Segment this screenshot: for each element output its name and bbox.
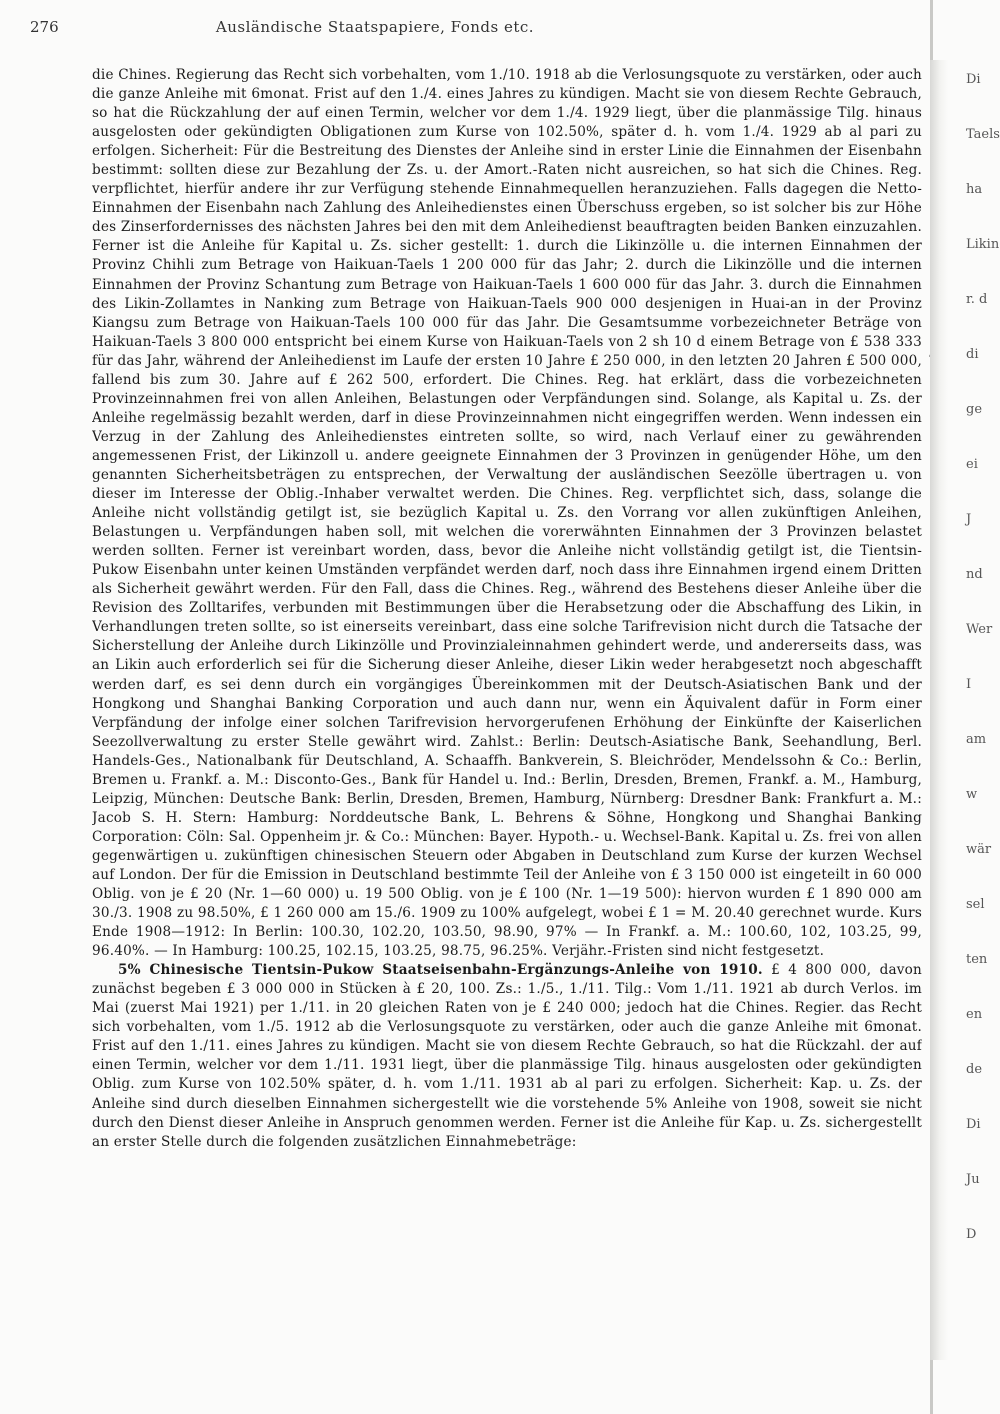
facing-page-edge <box>930 60 1000 1360</box>
facing-page-fragment: Wer <box>966 622 993 637</box>
facing-page-fragment: I <box>966 677 972 692</box>
section-paragraph <box>92 961 922 1151</box>
facing-page-fragment: D <box>966 1227 977 1242</box>
page-header <box>30 18 730 44</box>
facing-page-fragment: w <box>966 787 978 802</box>
facing-page-fragment: am <box>966 732 987 747</box>
page-number: 276 <box>30 18 59 36</box>
body-paragraph-2: £ 4 800 000, davon zunächst begeben £ 3 000 000 in Stücken à £ 20, 100. Zs.: 1./5., 1./11. Tilg.: Vom 1./11. 1921 ab durch Verlos. im Mai (zuerst Mai 1921) per 1./11. in 20 gleichen Raten von je £ 240 000; jedoch hat die Chines. Regier. das Recht sich vorbehalten, vom 1./5. 1912 ab die Verlosungsquote zu verstärken, oder auch die ganze Anleihe mit 6monat. Frist auf den 1./11. eines Jahres zu kündigen. Macht sie von diesem Rechte Gebrauch, so hat die Rückzahl. der auf einen Termin, welcher vor dem 1./11. 1931 liegt, über die planmässige Tilg. hinaus ausgelosten oder gekündigten Oblig. zum Kurse von 102.50% später, d. h. vom 1./11. 1931 ab al pari zu erfolgen. Sicherheit: Kap. u. Zs. der Anleihe sind durch dieselben Einnahmen sichergestellt wie die vorstehende 5% Anleihe von 1908, soweit sie nicht durch den Dienst dieser Anleihe in Anspruch genommen werden. Ferner ist die Anleihe für Kap. u. Zs. sichergestellt an erster Stelle durch die folgenden zusätzlichen Einnahmebeträge: <box>92 962 922 1150</box>
facing-page-fragment: r. d <box>966 292 988 307</box>
facing-page-fragment: ha <box>966 182 983 197</box>
facing-page-fragment: ei <box>966 457 978 472</box>
facing-page-fragment: Ju <box>966 1172 980 1187</box>
facing-page-fragment: J <box>966 512 972 527</box>
facing-page-fragment: wär <box>966 842 992 857</box>
facing-page-fragment: Taels <box>966 127 1000 142</box>
facing-page-fragment: en <box>966 1007 983 1022</box>
facing-page-fragment: Likin <box>966 237 1000 252</box>
facing-page-fragment: Di <box>966 1117 981 1132</box>
facing-page-fragment: nd <box>966 567 983 582</box>
facing-page-fragment: di <box>966 347 979 362</box>
facing-page-fragment: de <box>966 1062 983 1077</box>
facing-page-fragment: sel <box>966 897 985 912</box>
facing-page-fragment: ge <box>966 402 983 417</box>
section-title: 5% Chinesische Tientsin-Pukow Staatseisenbahn-Ergänzungs-Anleihe von 1910. <box>118 962 763 979</box>
facing-page-fragment: ten <box>966 952 988 967</box>
text-column <box>92 66 922 1402</box>
body-paragraph-1: die Chines. Regierung das Recht sich vorbehalten, vom 1./10. 1918 ab die Verlosungsquote zu verstärken, oder auch die ganze Anleihe mit 6monat. Frist auf den 1./4. eines Jahres zu kündigen. Macht sie von diesem Rechte Gebrauch, so hat die Rückzahlung der auf einen Termin, welcher vor dem 1./4. 1929 liegt, über die planmässige Tilg. hinaus ausgelosten oder gekündigten Obligationen zum Kurse von 102.50%, später d. h. vom 1./4. 1929 ab al pari zu erfolgen. Sicherheit: Für die Bestreitung des Dienstes der Anleihe sind in erster Linie die Einnahmen der Eisenbahn bestimmt: sollten diese zur Bezahlung der Zs. u. der Amort.-Raten nicht ausreichen, so hat sich die Chines. Reg. verpflichtet, hierfür andere ihr zur Verfügung stehende Einnahmequellen heranzuziehen. Falls dagegen die Netto-Einnahmen der Eisenbahn nach Zahlung des Anleihedienstes einen Überschuss ergeben, so ist solcher bis zur Höhe des Zinserfordernisses des nächsten Jahres bei den mit dem Anleihedienst beauftragten beiden Banken einzuzahlen. Ferner ist die Anleihe für Kapital u. Zs. sicher gestellt: 1. durch die Likinzölle u. die internen Einnahmen der Provinz Chihli zum Betrage von Haikuan-Taels 1 200 000 für das Jahr; 2. durch die Likinzölle und die internen Einnahmen der Provinz Schantung zum Betrage von Haikuan-Taels 1 600 000 für das Jahr. 3. durch die Einnahmen des Likin-Zollamtes in Nanking zum Betrage von Haikuan-Taels 900 000 desjenigen in Huai-an in der Provinz Kiangsu zum Betrage von Haikuan-Taels 100 000 für das Jahr. Die Gesamtsumme vorbezeichneter Beträge von Haikuan-Taels 3 800 000 entspricht bei einem Kurse von Haikuan-Taels von 2 sh 10 d einem Betrage von £ 538 333 für das Jahr, während der Anleihedienst im Laufe der ersten 10 Jahre £ 250 000, in den letzten 20 Jahren £ 500 000, fallend bis zum 30. Jahre auf £ 262 500, erfordert. Die Chines. Reg. hat erklärt, dass die vorbezeichneten Provinzeinnahmen frei von allen Anleihen, Belastungen oder Verpfändungen sind. Solange, als Kapital u. Zs. der Anleihe regelmässig bezahlt werden, darf in diese Provinzeinnahmen nicht eingegriffen werden. Wenn indessen ein Verzug in der Zahlung des Anleihedienstes eintreten sollte, so wird, nach Verlauf einer zu gewährenden angemessenen Frist, der Likinzoll u. andere geeignete Einnahmen der 3 Provinzen in genügender Höhe, um den genannten Sicherheitsbeträgen zu entsprechen, der Verwaltung der ausländischen Seezölle übertragen u. von dieser im Interesse der Oblig.-Inhaber verwaltet werden. Die Chines. Reg. verpflichtet sich, dass, solange die Anleihe nicht vollständig getilgt ist, sie bezüglich Kapital u. Zs. den Vorrang vor allen zukünftigen Anleihen, Belastungen u. Verpfändungen haben soll, mit welchen die vorerwähnten Einnahmen der 3 Provinzen belastet werden sollten. Ferner ist vereinbart worden, dass, bevor die Anleihe nicht vollständig getilgt ist, die Tientsin-Pukow Eisenbahn unter keinen Umständen verpfändet werden darf, noch dass ihre Einnahmen irgend einem Dritten als Sicherheit gewährt werden. Für den Fall, dass die Chines. Reg., während des Bestehens dieser Anleihe über die Revision des Zolltarifes, verbunden mit Bestimmungen über die Herabsetzung oder die Abschaffung des Likin, in Verhandlungen treten sollte, so ist einerseits vereinbart, dass eine solche Tarifrevision nicht durch die Tatsache der Sicherstellung der Anleihe durch Likinzölle und Provinzialeinnahmen gehindert werde, und andererseits dass, was an Likin auch erforderlich sei für die Sicherung dieser Anleihe, dieser Likin weder herabgesetzt noch abgeschafft werden darf, es sei denn durch ein vorgängiges Übereinkommen mit der Deutsch-Asiatischen Bank und der Hongkong und Shanghai Banking Corporation und auch dann nur, wenn ein Äquivalent dafür in Form einer Verpfändung der infolge einer solchen Tarifrevision hervorgerufenen Erhöhung der Einkünfte der Kaiserlichen Seezollverwaltung zu erster Stelle gewährt wird. Zahlst.: Berlin: Deutsch-Asiatische Bank, Seehandlung, Berl. Handels-Ges., Nationalbank für Deutschland, A. Schaaffh. Bankverein, S. Bleichröder, Mendelssohn & Co.: Berlin, Bremen u. Frankf. a. M.: Disconto-Ges., Bank für Handel u. Ind.: Berlin, Dresden, Bremen, Frankf. a. M., Hamburg, Leipzig, München: Deutsche Bank: Berlin, Dresden, Bremen, Hamburg, Nürnberg: Dresdner Bank: Frankfurt a. M.: Jacob S. H. Stern: Hamburg: Norddeutsche Bank, L. Behrens & Söhne, Hongkong und Shanghai Banking Corporation: Cöln: Sal. Oppenheim jr. & Co.: München: Bayer. Hypoth.- u. Wechsel-Bank. Kapital u. Zs. frei von allen gegenwärtigen u. zukünftigen chinesischen Steuern oder Abgaben in Deutschland zum Kurse der kurzen Wechsel auf London. Der für die Emission in Deutschland bestimmte Teil der Anleihe von £ 3 150 000 ist eingeteilt in 60 000 Oblig. von je £ 20 (Nr. 1—60 000) u. 19 500 Oblig. von je £ 100 (Nr. 1—19 500): hiervon wurden £ 1 890 000 am 30./3. 1908 zu 98.50%, £ 1 260 000 am 15./6. 1909 zu 100% aufgelegt, wobei £ 1 = M. 20.40 gerechnet wurde. Kurs Ende 1908—1912: In Berlin: 100.30, 102.20, 103.50, 98.90, 97% — In Frankf. a. M.: 100.60, 102, 103.25, 99, 96.40%. — In Hamburg: 100.25, 102.15, 103.25, 98.75, 96.25%. Verjähr.-Fristen sind nicht festgesetzt. <box>92 67 922 960</box>
running-title: Ausländische Staatspapiere, Fonds etc. <box>215 18 535 36</box>
facing-page-fragment: Di <box>966 72 981 87</box>
